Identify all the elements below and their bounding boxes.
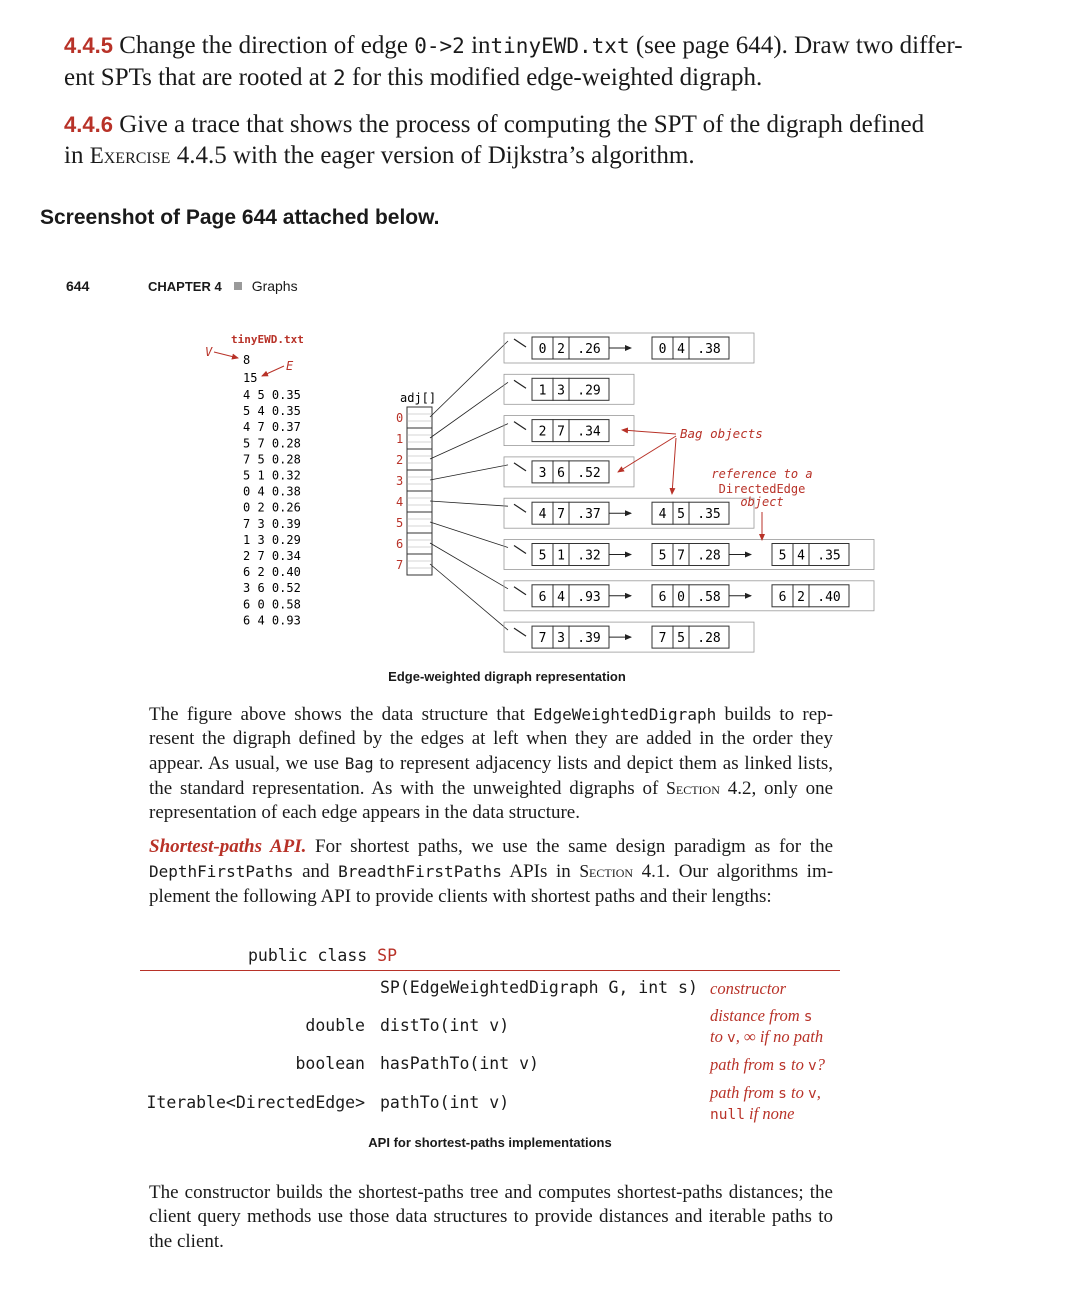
exercise-4-4-6 <box>64 109 1014 171</box>
edge-node-value: 7 <box>557 507 565 523</box>
edge-node-value: 6 <box>658 589 667 605</box>
list-head-arrow <box>514 380 526 388</box>
adj-index: 7 <box>396 558 404 572</box>
exercise-number: 4.4.5 <box>64 33 113 58</box>
adj-cell <box>407 512 432 533</box>
code: null <box>710 1107 745 1123</box>
adj-cell <box>407 449 432 470</box>
edge-node-value: .34 <box>577 424 601 440</box>
adj-pointer <box>430 564 508 630</box>
paragraph-shortest-paths-api <box>149 835 833 909</box>
code: v <box>807 1086 817 1102</box>
edge-node-value: 6 <box>538 589 547 605</box>
list-head-arrow <box>514 339 526 347</box>
bag-lists <box>504 333 874 652</box>
edge-entry: 7 3 0.39 <box>243 516 301 531</box>
edge-entry: 3 6 0.52 <box>243 581 301 596</box>
text: 4.1. Our algorithms im- <box>641 861 834 883</box>
adj-index: 1 <box>396 432 404 446</box>
edge-entry: 1 3 0.29 <box>243 532 301 547</box>
api-caption: API for shortest-paths implementations <box>368 1135 612 1150</box>
text: builds to rep- <box>724 704 834 725</box>
code: BreadthFirstPaths <box>338 862 502 882</box>
adj-cell <box>407 554 432 575</box>
api-return-type: double <box>305 1016 365 1035</box>
edge-node-value: 5 <box>538 548 547 564</box>
section-label: Graphs <box>251 278 298 294</box>
exercise-ref: Exercise <box>89 143 171 168</box>
text: The constructor builds the shortest-paths tree and computes shortest-paths distances; <box>149 1182 804 1203</box>
edge-node-value: .35 <box>697 507 721 523</box>
adj-pointers <box>430 341 508 630</box>
exercise-ref-number: 4.4.5 <box>176 142 227 169</box>
code: v <box>807 1058 817 1074</box>
list-head-arrow <box>514 546 526 554</box>
adj-index: 5 <box>396 516 404 530</box>
edge-entry: 6 2 0.40 <box>243 565 301 580</box>
edge-entry: 5 7 0.28 <box>243 436 301 451</box>
edge-node-value: 4 <box>557 589 565 605</box>
text: path from <box>710 1083 775 1102</box>
v-value: 8 <box>243 353 251 367</box>
text: distance from <box>710 1006 800 1025</box>
edge-node-value: 7 <box>658 631 667 647</box>
exercise-code: tinyEWD.txt <box>490 34 630 58</box>
edge-node-value: 5 <box>677 507 685 523</box>
edge-entry: 4 7 0.37 <box>243 420 301 435</box>
exercise-text: Give a trace that shows the process of computing the SPT of the digraph defined <box>119 111 925 138</box>
edge-entry: 5 1 0.32 <box>243 468 301 483</box>
exercise-number: 4.4.6 <box>64 112 113 137</box>
edge-node-value: 7 <box>677 548 685 564</box>
list-head-arrow <box>514 504 526 512</box>
adj-pointer <box>430 522 508 548</box>
class-name: SP <box>377 946 398 965</box>
edge-entry: 0 2 0.26 <box>243 500 301 515</box>
edge-entry: 7 5 0.28 <box>243 452 301 467</box>
edge-node-value: 1 <box>538 383 547 399</box>
text: to represent adjacency lists and depict them as linked lists, <box>379 752 834 774</box>
exercise-text: in <box>64 142 84 169</box>
adj-pointer <box>430 382 508 438</box>
v-label: V <box>205 345 213 359</box>
api-description <box>710 1083 821 1125</box>
edge-node-value: 6 <box>778 589 787 605</box>
api-return-type: boolean <box>295 1054 365 1073</box>
adj-pointer <box>430 501 508 506</box>
text: The figure above shows the data structure that <box>149 704 525 725</box>
api-description: constructor <box>710 979 787 998</box>
paragraph-constructor <box>149 1181 833 1254</box>
text: the client query methods use those data structures to provide distances and iterable <box>149 1182 833 1228</box>
chapter-label: CHAPTER 4 <box>148 279 222 294</box>
exercise-code: 2 <box>333 66 346 90</box>
api-signature: distTo(int v) <box>380 1016 510 1035</box>
text: resent the digraph defined by the edges at left when they are added in the order they <box>149 728 833 750</box>
edge-list <box>243 388 301 627</box>
edge-node-value: 4 <box>797 548 805 564</box>
text: to <box>791 1055 804 1074</box>
paragraph-heading: Shortest-paths API. <box>149 836 307 857</box>
edge-node-value: .28 <box>697 631 721 647</box>
adj-array <box>396 407 432 575</box>
square-bullet-icon <box>234 282 242 290</box>
page-number: 644 <box>66 278 90 294</box>
edge-node-value: .28 <box>697 548 721 564</box>
edge-node-value: 0 <box>658 342 667 357</box>
edge-entry: 6 0 0.58 <box>243 597 301 612</box>
text: , ∞ if no path <box>735 1027 824 1046</box>
edge-node-value: 4 <box>677 342 685 357</box>
text: if none <box>749 1104 795 1123</box>
running-header <box>148 278 298 294</box>
code: DepthFirstPaths <box>149 862 294 882</box>
edge-node-value: 1 <box>557 548 565 564</box>
edge-node-value: .26 <box>577 342 601 357</box>
reference-label-line3: object <box>740 495 784 509</box>
text: , <box>816 1083 821 1102</box>
edge-entry: 2 7 0.34 <box>243 549 301 563</box>
v-arrow <box>214 352 238 358</box>
code: Bag <box>344 753 374 773</box>
edge-node-value: 7 <box>538 631 547 647</box>
edge-weighted-digraph-figure <box>0 320 900 670</box>
e-label: E <box>286 359 294 373</box>
adj-index: 3 <box>396 474 404 488</box>
adj-cell <box>407 428 432 449</box>
edge-node-value: 5 <box>778 548 787 564</box>
e-arrow <box>262 366 284 376</box>
adj-pointer <box>430 465 508 480</box>
file-label: tinyEWD.txt <box>231 333 304 346</box>
api-return-type: Iterable<DirectedEdge> <box>146 1093 365 1112</box>
edge-node-value: .93 <box>577 589 601 605</box>
adj-cell <box>407 470 432 491</box>
api-signature: SP(EdgeWeightedDigraph G, int s) <box>380 978 698 997</box>
code: v <box>726 1030 736 1046</box>
edge-node-value: .29 <box>577 383 601 399</box>
exercise-text: ent SPTs that are rooted at <box>64 64 327 91</box>
reference-label-line2: DirectedEdge <box>718 482 806 496</box>
edge-node-value: 3 <box>557 383 565 399</box>
edge-node-value: .32 <box>577 548 601 564</box>
edge-node-value: 2 <box>557 342 565 357</box>
figure-caption: Edge-weighted digraph representation <box>388 669 626 684</box>
section-ref: Section <box>666 777 720 798</box>
text: to <box>791 1083 804 1102</box>
edge-node-value: .40 <box>817 589 841 605</box>
edge-node-value: 4 <box>658 507 667 523</box>
adj-pointer <box>430 424 508 459</box>
text: For shortest paths, we use the same design paradigm as for the <box>315 836 834 857</box>
adj-pointer <box>430 543 508 589</box>
bag-pointer-1 <box>622 430 676 434</box>
api-description <box>710 1006 823 1048</box>
list-head-arrow <box>514 422 526 430</box>
reference-label-line1: reference to a <box>711 467 813 481</box>
edge-node-value: 5 <box>677 631 685 647</box>
text: path from <box>710 1055 775 1074</box>
paragraph-representation <box>149 703 833 825</box>
edge-node-value: .58 <box>697 589 721 605</box>
text: plement the following API to provide clients with shortest paths and their lengths: <box>149 885 772 907</box>
list-head-arrow <box>514 463 526 471</box>
adj-index: 6 <box>396 537 404 551</box>
edge-node-value: 3 <box>557 631 565 647</box>
list-head-arrow <box>514 628 526 636</box>
edge-node-value: .35 <box>817 548 841 564</box>
section-ref: Section <box>579 861 634 882</box>
text: 4.2, only one <box>727 777 834 799</box>
exercise-text: for this modified edge-weighted digraph. <box>351 64 763 91</box>
exercise-code: 0->2 <box>414 34 465 58</box>
text: APIs in <box>509 861 571 883</box>
exercise-text: with the eager version of Dijkstra’s algorithm. <box>232 142 695 169</box>
edge-entry: 0 4 0.38 <box>243 484 301 499</box>
adj-index: 2 <box>396 453 404 467</box>
edge-entry: 5 4 0.35 <box>243 404 301 419</box>
api-rule <box>140 970 840 971</box>
edge-node-value: 4 <box>538 507 547 523</box>
api-class-declaration <box>248 946 397 965</box>
e-value: 15 <box>243 371 258 385</box>
exercise-text: (see page 644). Draw two differ- <box>635 32 963 59</box>
edge-node-value: 0 <box>538 342 547 357</box>
screenshot-heading: Screenshot of Page 644 attached below. <box>40 206 440 229</box>
edge-node-value: .52 <box>577 465 601 481</box>
api-signature: pathTo(int v) <box>380 1093 510 1112</box>
text: the standard representation. As with the unweighted digraphs of <box>149 777 659 799</box>
code: s <box>803 1009 813 1025</box>
code: s <box>778 1086 787 1102</box>
bag-pointer-3 <box>672 438 676 494</box>
adj-pointer <box>430 341 508 417</box>
text: public class <box>248 946 368 965</box>
api-signature: hasPathTo(int v) <box>380 1054 539 1073</box>
adj-cell <box>407 407 432 428</box>
adj-cell <box>407 533 432 554</box>
edge-entry: 4 5 0.35 <box>243 388 301 402</box>
edge-node-value: 3 <box>538 465 547 481</box>
edge-node-value: 5 <box>658 548 667 564</box>
edge-node-value: .37 <box>577 507 601 523</box>
adj-label: adj[] <box>400 391 437 405</box>
edge-node-value: .39 <box>577 631 601 647</box>
text: appear. As usual, we use <box>149 752 339 774</box>
text: to <box>710 1027 723 1046</box>
bag-objects-label: Bag objects <box>680 426 763 441</box>
adj-cell <box>407 491 432 512</box>
adj-index: 0 <box>396 411 404 425</box>
edge-node-value: 0 <box>677 589 685 605</box>
exercise-text: Change the direction of edge <box>119 32 408 59</box>
api-description <box>710 1055 825 1076</box>
text: paths to the client. <box>149 1206 833 1252</box>
code: s <box>778 1058 787 1074</box>
text: representation of each edge appears in the data structure. <box>149 802 580 824</box>
bag-pointer-2 <box>618 436 676 472</box>
edge-entry: 6 4 0.93 <box>243 613 301 628</box>
exercise-4-4-5 <box>64 30 1014 94</box>
exercise-text: in <box>471 32 491 59</box>
code: EdgeWeightedDigraph <box>533 705 717 724</box>
edge-node-value: 2 <box>797 589 805 605</box>
adj-index: 4 <box>396 495 404 509</box>
edge-node-value: 2 <box>538 424 547 440</box>
text: and <box>302 861 330 883</box>
edge-node-value: 6 <box>557 465 565 481</box>
text: ? <box>816 1055 825 1074</box>
edge-node-value: .38 <box>697 342 721 357</box>
edge-node-value: 7 <box>557 424 565 440</box>
list-head-arrow <box>514 587 526 595</box>
